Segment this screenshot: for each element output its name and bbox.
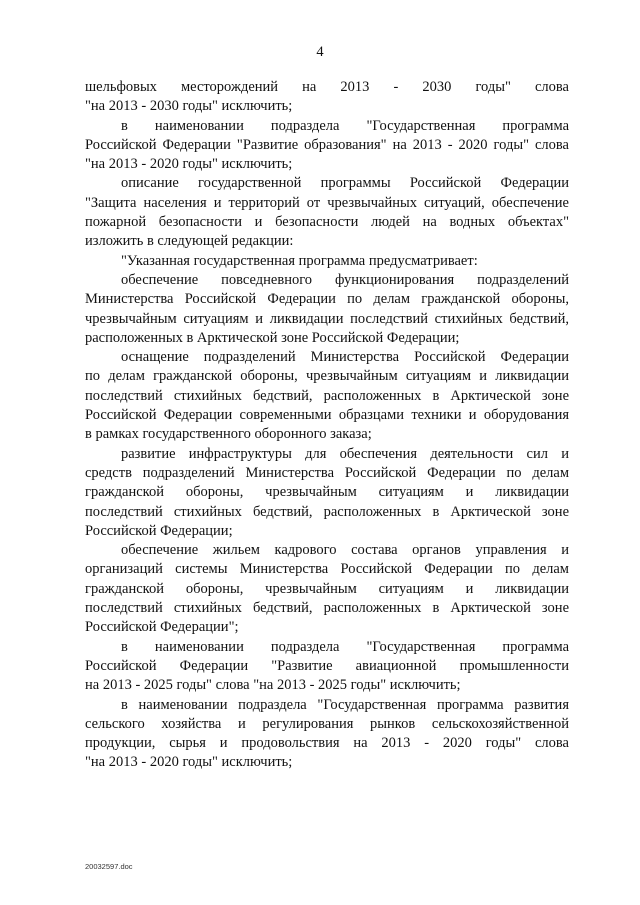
paragraph xyxy=(85,117,569,175)
text-line: продукции, сырья и продовольствия на 2013 - 2020 годы" слова xyxy=(85,735,569,752)
paragraph xyxy=(85,252,569,271)
text-line: оснащение подразделений Министерства Российской Федерации xyxy=(121,349,569,366)
text-line: "Защита населения и территорий от чрезвычайных ситуаций, обеспечение xyxy=(85,194,569,211)
text-line: гражданской обороны, чрезвычайным ситуациям и ликвидации xyxy=(85,484,569,501)
text-line: Министерства Российской Федерации по делам гражданской обороны, xyxy=(85,291,569,308)
text-line: последствий стихийных бедствий, расположенных в Арктической зоне xyxy=(85,600,569,617)
document-filename: 20032597.doc xyxy=(85,862,133,871)
paragraph xyxy=(85,696,569,773)
text-line: средств подразделений Министерства Российской Федерации по делам xyxy=(85,464,569,481)
text-line: пожарной безопасности и безопасности людей на водных объектах" xyxy=(85,214,569,231)
text-line: в наименовании подраздела "Государственная программа xyxy=(121,117,569,134)
text-line: описание государственной программы Российской Федерации xyxy=(121,175,569,192)
text-line: Российской Федерации"; xyxy=(85,619,239,636)
text-line: в наименовании подраздела "Государственная программа развития xyxy=(121,696,569,713)
paragraph xyxy=(85,541,569,637)
text-line: развитие инфраструктуры для обеспечения деятельности сил и xyxy=(121,445,569,462)
text-line: "Указанная государственная программа предусматривает: xyxy=(121,252,478,269)
text-line: по делам гражданской обороны, чрезвычайным ситуациям и ликвидации xyxy=(85,368,569,385)
text-line: в наименовании подраздела "Государственная программа xyxy=(121,638,569,655)
text-line: гражданской обороны, чрезвычайным ситуациям и ликвидации xyxy=(85,580,569,597)
text-line: Российской Федерации; xyxy=(85,522,233,539)
text-line: сельского хозяйства и регулирования рынков сельскохозяйственной xyxy=(85,715,569,732)
document-body xyxy=(85,78,569,773)
text-line: чрезвычайным ситуациям и ликвидации последствий стихийных бедствий, xyxy=(85,310,569,327)
paragraph xyxy=(85,271,569,348)
text-line: обеспечение повседневного функционирования подразделений xyxy=(121,271,569,288)
text-line: на 2013 - 2025 годы" слова "на 2013 - 2025 годы" исключить; xyxy=(85,677,461,694)
text-line: Российской Федерации "Развитие образования" на 2013 - 2020 годы" слова xyxy=(85,136,569,153)
text-line: Российской Федерации "Развитие авиационной промышленности xyxy=(85,657,569,674)
text-line: расположенных в Арктической зоне Российской Федерации; xyxy=(85,329,460,346)
text-line: "на 2013 - 2020 годы" исключить; xyxy=(85,156,293,173)
text-line: Российской Федерации современными образцами техники и оборудования xyxy=(85,407,569,424)
text-line: обеспечение жильем кадрового состава органов управления и xyxy=(121,542,569,559)
paragraph xyxy=(85,174,569,251)
text-line: последствий стихийных бедствий, расположенных в Арктической зоне xyxy=(85,387,569,404)
text-line: организаций системы Министерства Российской Федерации по делам xyxy=(85,561,569,578)
page-number: 4 xyxy=(316,44,324,60)
paragraph xyxy=(85,348,569,444)
paragraph xyxy=(85,638,569,696)
text-line: последствий стихийных бедствий, расположенных в Арктической зоне xyxy=(85,503,569,520)
text-line: изложить в следующей редакции: xyxy=(85,233,294,250)
text-line: в рамках государственного оборонного заказа; xyxy=(85,426,372,443)
paragraph xyxy=(85,78,569,117)
paragraph xyxy=(85,445,569,541)
text-line: "на 2013 - 2020 годы" исключить; xyxy=(85,754,293,771)
text-line: "на 2013 - 2030 годы" исключить; xyxy=(85,98,293,115)
text-line: шельфовых месторождений на 2013 - 2030 годы" слова xyxy=(85,79,569,95)
